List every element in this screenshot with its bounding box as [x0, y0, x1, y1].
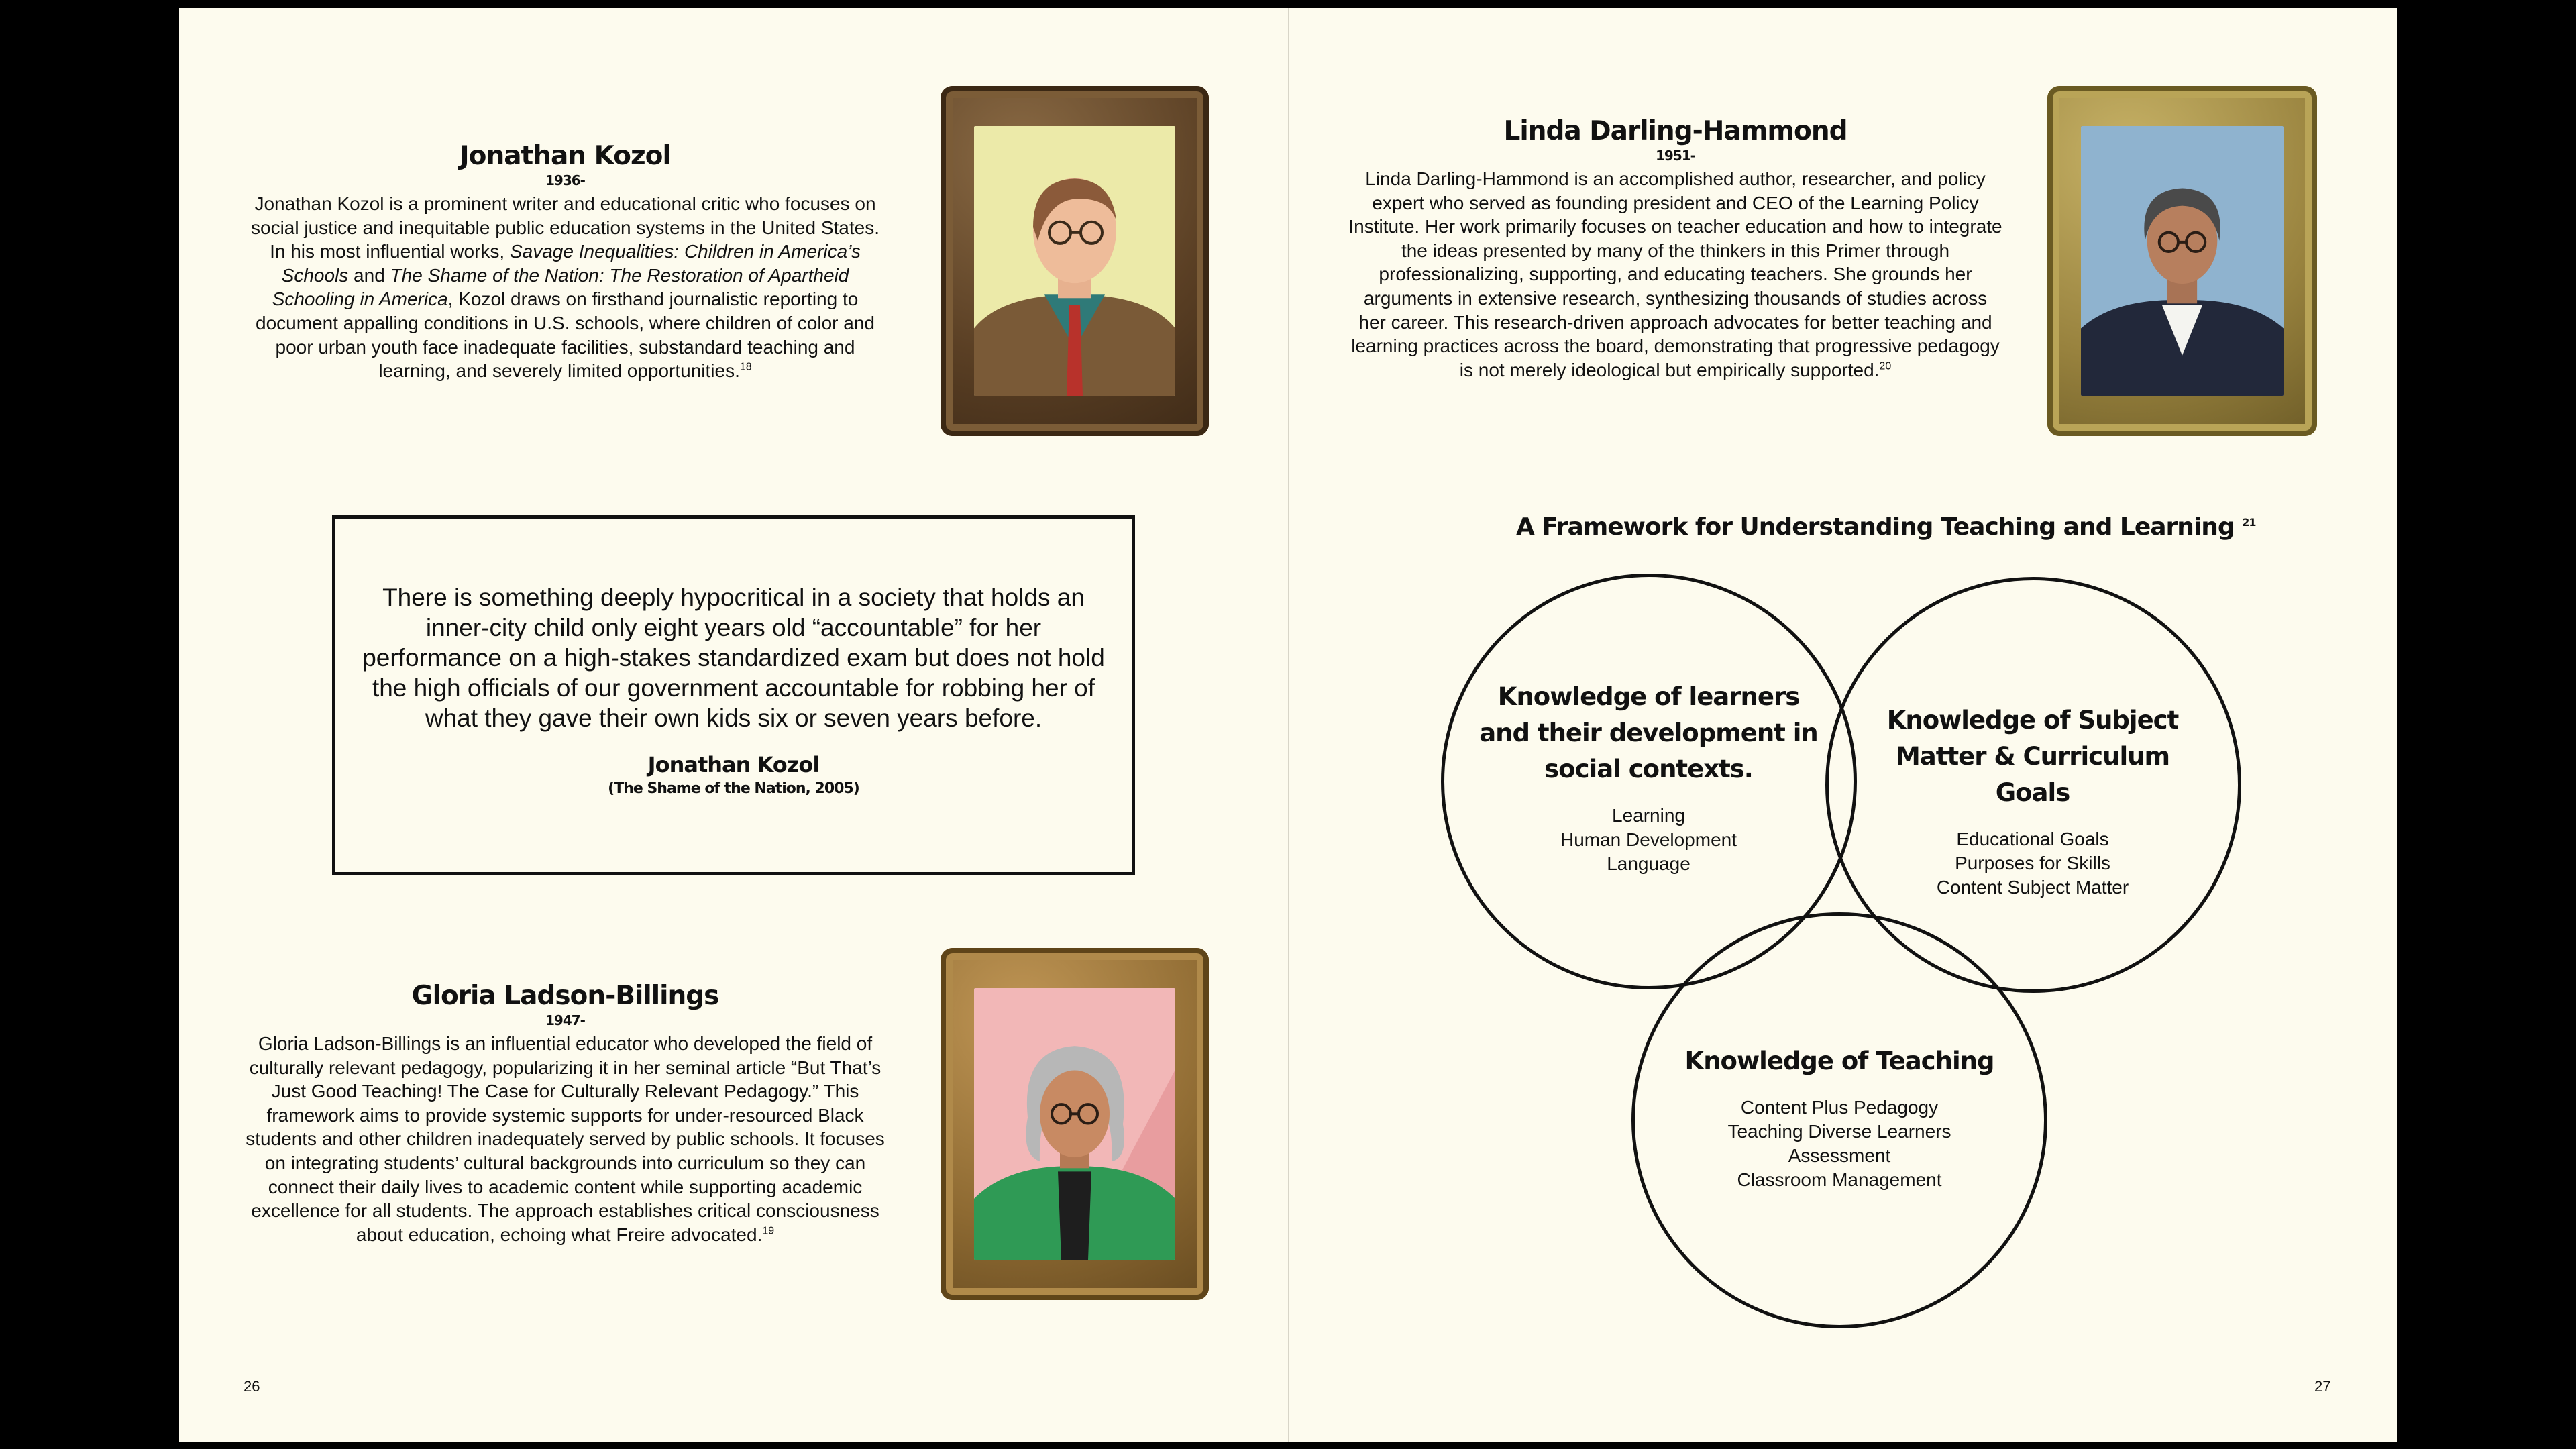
subject-item: Content Subject Matter: [1936, 877, 2129, 898]
teaching-item: Classroom Management: [1737, 1169, 1942, 1190]
page-fold: [1288, 8, 1289, 1442]
kozol-book-title-2: The Shame of the Nation: The Restoration of Apartheid Schooling in America: [272, 264, 849, 310]
darling-bio-text: Linda Darling-Hammond is an accomplished author, researcher, and policy expert who served as founding president and CEO of the Learning Policy Institute. Her work primarily focuses on teacher education and how to integrate the ideas presented by many of the thinkers in this Primer through professionalizing, supporting, and educating teachers. She grounds her arguments in extensive research, synthesizing thousands of studies across her career. This research-driven approach advocates for better teaching and learning practices across the board, demonstrating that progressive pedagogy is not merely ideological but empirically supported.$^{20}$: [1348, 168, 2002, 380]
teaching-items: [1665, 1095, 2014, 1192]
kozol-bio-text: Jonathan Kozol is a prominent writer and educational critic who focuses on social justice and inequitable public education systems in the United States. In his most influential works, Savage Inequalities: Children in America’s Schools and The Shame of the Nation: The Restoration of Apartheid Schooling in America, Kozol draws on firsthand journalistic reporting to document appalling conditions in U.S. schools, where children of color and poor urban youth face inadequate facilities, substandard teaching and learning, and severely limited opportunities.$^{18}$: [251, 193, 879, 382]
ladson-name: Gloria Ladson-Billings: [411, 981, 719, 1011]
teaching-title: Knowledge of Teaching: [1684, 1046, 1994, 1075]
kozol-book-title-1: Savage Inequalities: Children in America’s Schools: [281, 241, 861, 286]
subject-item: Educational Goals: [1956, 828, 2109, 849]
learners-item: Learning: [1612, 805, 1685, 826]
footnote-21: 21: [2242, 516, 2256, 529]
footnote-20: 20: [1879, 360, 1892, 372]
kozol-years: 1936-: [545, 172, 585, 189]
quote-text: There is something deeply hypocritical in a society that holds an inner-city child only eight years old “accountable” for her performance on a high-stakes standardized exam but does not hold the high officials of our government accountable for robbing her of what they gave their own kids six or seven years before.: [362, 584, 1105, 732]
learners-title: Knowledge of learners and their development in social contexts.: [1479, 682, 1818, 784]
learners-knowledge: [1469, 679, 1828, 876]
teaching-knowledge: [1665, 1043, 2014, 1192]
learners-item: Human Development: [1560, 829, 1737, 850]
darling-portrait-frame: [2047, 86, 2317, 436]
learners-item: Language: [1607, 853, 1690, 874]
darling-years: 1951-: [1656, 148, 1695, 164]
ladson-bio-text: Gloria Ladson-Billings is an influential educator who developed the field of culturally relevant pedagogy, popularizing it in her seminal article “But That’s Just Good Teaching! The Case for Culturally Relevant Pedagogy.” This framework aims to provide systemic supports for under-resourced Black students and other children inadequately served by public schools. It focuses on integrating students’ cultural backgrounds into curriculum so they can connect their daily lives to academic content while supporting academic excellence for all students. The approach establishes critical consciousness about education, echoing what Freire advocated.$^{19}$: [246, 1033, 885, 1245]
kozol-name: Jonathan Kozol: [460, 141, 671, 171]
teaching-item: Assessment: [1788, 1145, 1891, 1166]
footnote-19: 19: [762, 1225, 775, 1237]
kozol-portrait: [974, 126, 1175, 396]
kozol-bio: [241, 141, 889, 383]
framework-title: A Framework for Understanding Teaching and Learning $^{21}$: [1516, 513, 2256, 541]
ladson-bio: [241, 981, 889, 1246]
darling-name: Linda Darling-Hammond: [1503, 116, 1847, 146]
ladson-years: 1947-: [545, 1012, 585, 1028]
ladson-portrait: [974, 988, 1175, 1260]
quote-author: Jonathan Kozol: [647, 752, 820, 777]
page-number-right: 27: [2314, 1378, 2331, 1395]
ladson-portrait-frame: [941, 948, 1209, 1300]
kozol-quote-box: [332, 515, 1135, 875]
page-number-left: 26: [244, 1378, 260, 1395]
darling-bio: [1348, 116, 2002, 382]
subject-items: [1862, 827, 2204, 900]
footnote-18: 18: [739, 361, 752, 373]
subject-item: Purposes for Skills: [1955, 853, 2110, 873]
teaching-item: Teaching Diverse Learners: [1727, 1121, 1951, 1142]
darling-portrait: [2081, 126, 2284, 396]
teaching-item: Content Plus Pedagogy: [1740, 1097, 1939, 1118]
subject-knowledge: [1862, 702, 2204, 900]
quote-source: (The Shame of the Nation, 2005): [608, 780, 859, 797]
subject-title: Knowledge of Subject Matter & Curriculum Goals: [1886, 706, 2179, 807]
kozol-portrait-frame: [941, 86, 1209, 436]
learners-items: [1469, 804, 1828, 876]
